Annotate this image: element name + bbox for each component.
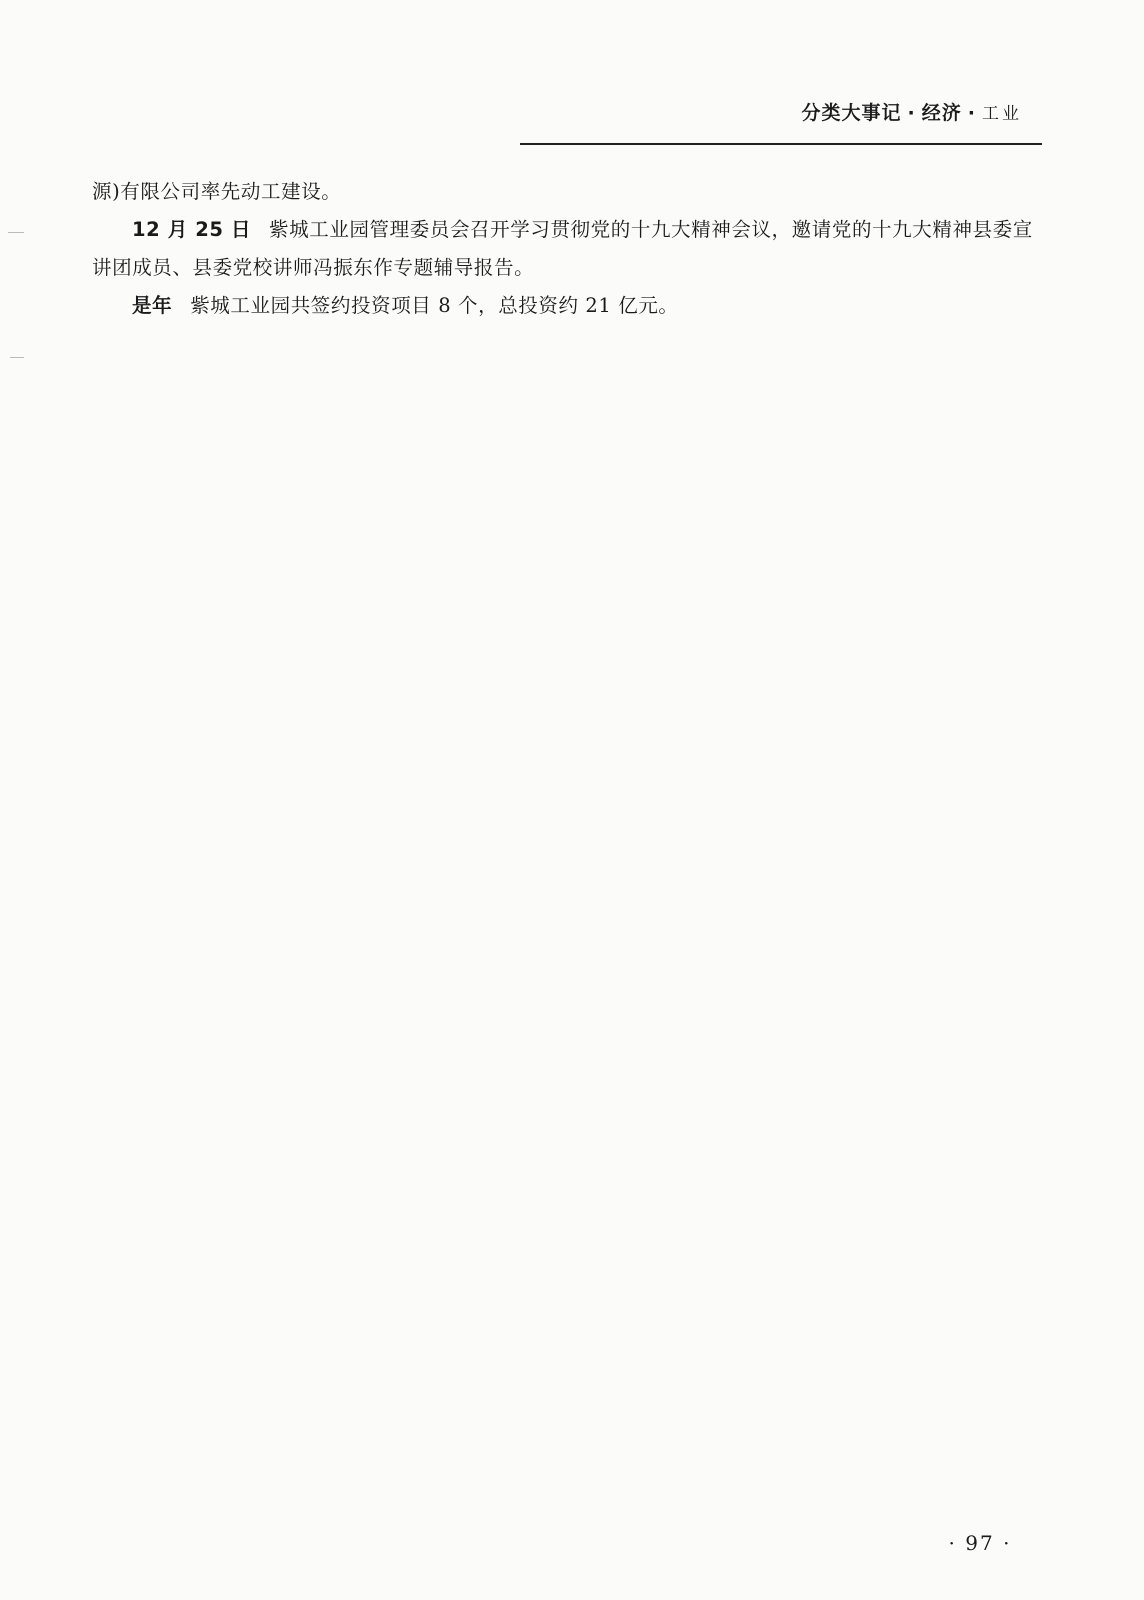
header-rule — [520, 143, 1042, 145]
header-separator: · — [967, 102, 976, 124]
header-section: 经济 — [921, 102, 962, 124]
page-number: · 97 · — [948, 1531, 1012, 1555]
paragraph-continuation — [92, 173, 1042, 211]
entry-date: 12 月 25 日 — [132, 218, 252, 241]
scan-mark — [10, 357, 24, 358]
paragraph-text: 源)有限公司率先动工建设。 — [92, 180, 342, 203]
scan-mark — [8, 232, 24, 233]
paragraph-text: 紫城工业园管理委员会召开学习贯彻党的十九大精神会议，邀请党的十九大精神县委宣讲团成员、县委党校讲师冯振东作专题辅导报告。 — [92, 218, 1033, 279]
header-category: 分类大事记 — [801, 102, 902, 124]
paragraph-entry — [92, 211, 1042, 287]
entry-date: 是年 — [132, 294, 173, 317]
body-text — [92, 173, 1042, 325]
paragraph-entry — [92, 287, 1042, 325]
header-separator: · — [907, 102, 916, 124]
running-header — [520, 100, 1042, 126]
header-subsection: 工业 — [982, 104, 1022, 124]
paragraph-text: 紫城工业园共签约投资项目 8 个，总投资约 21 亿元。 — [190, 294, 679, 317]
